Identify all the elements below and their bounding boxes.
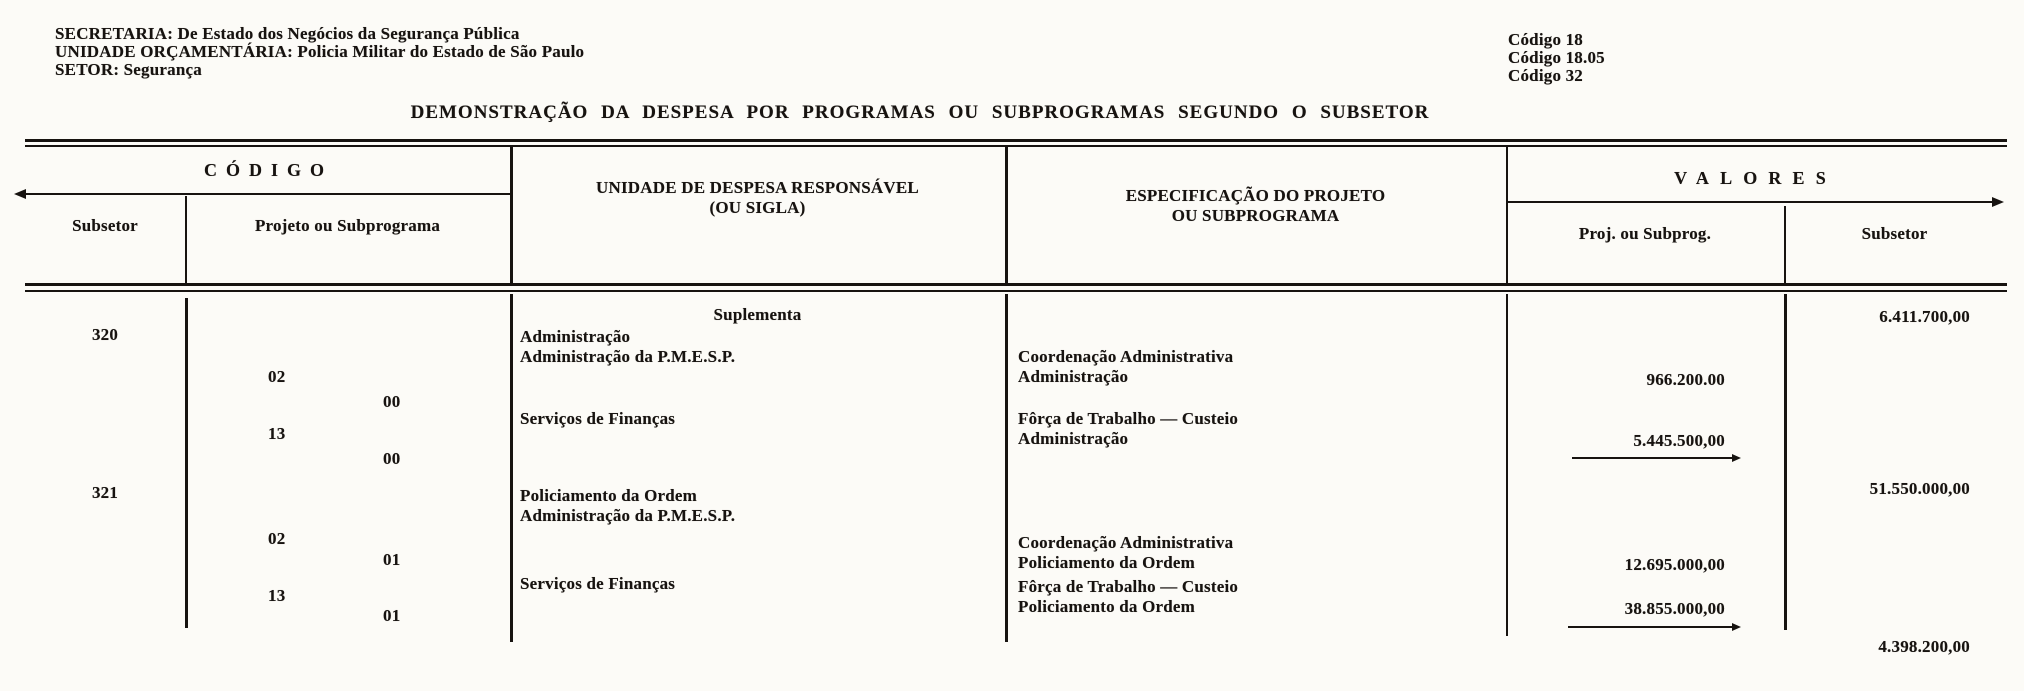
left-arrow-icon: [14, 189, 26, 199]
unidade-intro-line: Policiamento da Ordem: [520, 486, 698, 505]
unidade-header-line2: (OU SIGLA): [709, 198, 806, 217]
subsetor-code: 321: [91, 483, 119, 502]
title-rule-top: [25, 139, 2007, 142]
body-divider-unidade-especificacao: [1005, 294, 1008, 642]
meta-setor: SETOR: Segurança: [55, 60, 202, 79]
unidade-intro-line: Administração: [520, 327, 631, 346]
header-rule-top: [25, 283, 2007, 286]
projeto-code: 02: [268, 529, 286, 548]
subheader-subsetor: Subsetor: [72, 216, 138, 235]
title-rule-bottom: [25, 145, 2007, 147]
subheader-projeto-ou-subprograma: Projeto ou Subprograma: [254, 216, 441, 235]
especificacao-line: Fôrça de Trabalho — Custeio: [1018, 409, 1239, 428]
subprograma-code: 01: [383, 550, 401, 569]
unidade-line: Serviços de Finanças: [520, 574, 676, 593]
especificacao-header-line2: OU SUBPROGRAMA: [1171, 206, 1340, 225]
meta-secretaria: SECRETARIA: De Estado dos Negócios da Segurança Pública: [55, 24, 520, 43]
meta-unidade-orcamentaria: UNIDADE ORÇAMENTÁRIA: Policia Militar do Estado de São Paulo: [55, 42, 585, 61]
section-note: Suplementa: [713, 305, 802, 324]
valor-proj: 12.695.000,00: [1624, 555, 1725, 574]
projeto-code: 02: [268, 367, 286, 386]
body-divider-subsetor-projeto: [185, 298, 188, 628]
especificacao-line: Policiamento da Ordem: [1018, 553, 1196, 572]
header-divider-proj-subsetor: [1784, 206, 1786, 285]
especificacao-line: Coordenação Administrativa: [1018, 533, 1234, 552]
subheader-valores-proj: Proj. ou Subprog.: [1578, 224, 1712, 243]
valor-proj: 38.855.000,00: [1624, 599, 1725, 618]
subprograma-code: 00: [383, 449, 401, 468]
especificacao-header-line1: ESPECIFICAÇÃO DO PROJETO: [1125, 186, 1386, 205]
subprograma-code: 01: [383, 606, 401, 625]
header-rule-bottom: [25, 290, 2007, 292]
especificacao-line: Policiamento da Ordem: [1018, 597, 1196, 616]
subtotal-rule-arrow-icon: [1732, 454, 1741, 462]
subtotal-rule: [1572, 457, 1734, 459]
codigo-unidade: Código 18.05: [1508, 48, 1605, 67]
subsetor-code: 320: [91, 325, 119, 344]
especificacao-line: Fôrça de Trabalho — Custeio: [1018, 577, 1239, 596]
unidade-intro-line: Administração da P.M.E.S.P.: [520, 347, 736, 366]
header-divider-especificacao-valores: [1506, 145, 1508, 285]
body-divider-proj-subsetor: [1784, 294, 1787, 630]
valores-group-underline: [1506, 201, 1994, 203]
subtotal-rule: [1568, 626, 1734, 628]
especificacao-line: Coordenação Administrativa: [1018, 347, 1234, 366]
codigo-group-header: CÓDIGO: [203, 160, 333, 180]
valor-subsetor-final: 4.398.200,00: [1878, 637, 1970, 656]
unidade-header-line1: UNIDADE DE DESPESA RESPONSÁVEL: [596, 178, 919, 197]
subtotal-rule-arrow-icon: [1732, 623, 1741, 631]
right-arrow-icon: [1992, 197, 2004, 207]
projeto-code: 13: [268, 424, 286, 443]
subheader-valores-subsetor: Subsetor: [1861, 224, 1928, 243]
codigo-setor: Código 32: [1508, 66, 1584, 85]
valor-subsetor: 6.411.700,00: [1879, 307, 1970, 326]
body-divider-codigo-unidade: [510, 294, 513, 642]
codigo-group-underline: [25, 193, 511, 195]
body-divider-especificacao-valores: [1506, 294, 1508, 636]
codigo-secretaria: Código 18: [1508, 30, 1584, 49]
unidade-intro-line: Administração da P.M.E.S.P.: [520, 506, 736, 525]
valores-group-header: VALORES: [1674, 168, 1837, 188]
valor-subsetor: 51.550.000,00: [1869, 479, 1970, 498]
subprograma-code: 00: [383, 392, 401, 411]
especificacao-line: Administração: [1018, 367, 1129, 386]
page-title: DEMONSTRAÇÃO DA DESPESA POR PROGRAMAS OU SUBPROGRAMAS SEGUNDO O SUBSETOR: [410, 102, 1430, 123]
especificacao-line: Administração: [1018, 429, 1129, 448]
valor-proj: 5.445.500,00: [1633, 431, 1725, 450]
unidade-line: Serviços de Finanças: [520, 409, 676, 428]
projeto-code: 13: [268, 586, 286, 605]
valor-proj: 966.200.00: [1646, 370, 1725, 389]
header-divider-subsetor-projeto: [185, 196, 187, 285]
